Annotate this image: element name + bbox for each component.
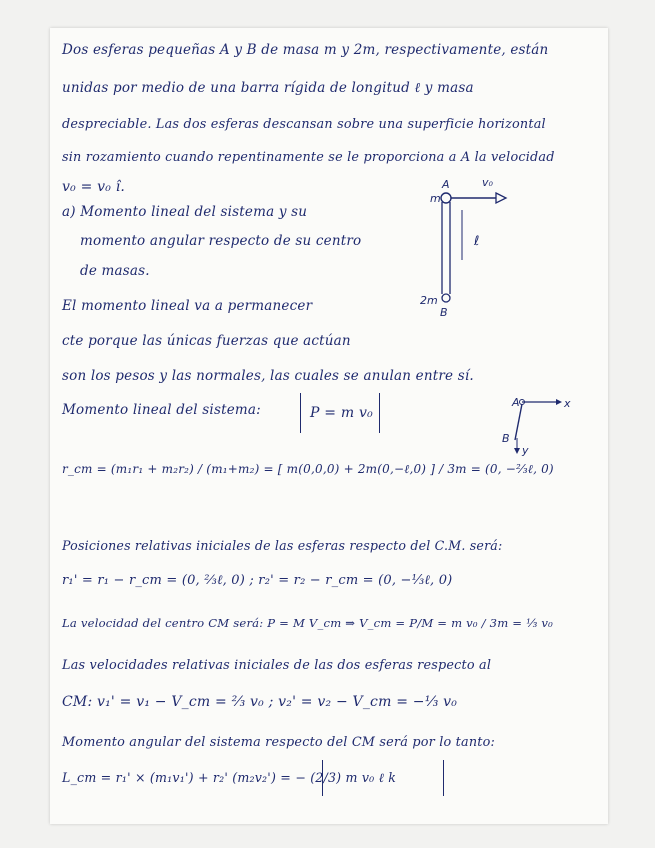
text-line-9: El momento lineal va a permanecer (62, 298, 313, 314)
text-line-21: L_cm = r₁' × (m₁v₁') + r₂' (m₂v₂') = − (2/3) m v₀ ℓ k (62, 770, 397, 785)
text-line-15: Posiciones relativas iniciales de las esferas respecto del C.M. será: (62, 538, 503, 553)
axes-diagram (498, 392, 568, 462)
text-line-4: sin rozamiento cuando repentinamente se le proporciona a A la velocidad (62, 150, 555, 165)
text-line-19: CM: v₁' = v₁ − V_cm = ⅔ v₀ ; v₂' = v₂ − V_cm = −⅓ v₀ (62, 694, 458, 710)
text-line-14: r_cm = (m₁r₁ + m₂r₂) / (m₁+m₂) = [ m(0,0,0) + 2m(0,−ℓ,0) ] / 3m = (0, −⅔ℓ, 0) (62, 462, 554, 476)
y-axis-arrow-icon (514, 448, 520, 454)
text-line-16: r₁' = r₁ − r_cm = (0, ⅔ℓ, 0) ; r₂' = r₂ − r_cm = (0, −⅓ℓ, 0) (62, 573, 453, 588)
fig2-label-b: B (502, 432, 510, 445)
fig2-label-x: x (564, 397, 571, 410)
fig1-label-length: ℓ (474, 234, 480, 249)
text-line-11: son los pesos y las normales, las cuales se anulan entre sí. (62, 368, 474, 384)
velocity-arrowhead-icon (496, 193, 506, 203)
x-axis-arrow-icon (556, 399, 562, 405)
text-line-8: de masas. (80, 263, 150, 279)
text-line-10: cte porque las únicas fuerzas que actúan (62, 333, 351, 349)
fig1-label-2m: 2m (420, 294, 438, 307)
text-line-7: momento angular respecto de su centro (80, 233, 362, 249)
fig1-label-m: m (430, 192, 441, 205)
bar-line (515, 404, 522, 440)
fig1-label-b: B (440, 306, 448, 319)
sphere-b-icon (442, 294, 450, 302)
text-line-2: unidas por medio de una barra rígida de longitud ℓ y masa (62, 80, 474, 96)
text-line-6: a) Momento lineal del sistema y su (62, 204, 308, 220)
text-line-17: La velocidad del centro CM será: P = M V_cm ⇒ V_cm = P/M = m v₀ / 3m = ⅓ v₀ (62, 616, 554, 630)
text-line-18: Las velocidades relativas iniciales de las dos esferas respecto al (62, 658, 492, 673)
text-line-3: despreciable. Las dos esferas descansan sobre una superficie horizontal (62, 117, 546, 132)
sphere-a-icon (441, 193, 451, 203)
fig2-label-a: A (512, 396, 520, 409)
text-line-20: Momento angular del sistema respecto del CM será por lo tanto: (62, 735, 496, 750)
text-line-5: v₀ = v₀ î. (62, 179, 126, 195)
text-line-1: Dos esferas pequeñas A y B de masa m y 2m, respectivamente, están (62, 42, 549, 58)
text-line-12: Momento lineal del sistema: (62, 402, 261, 418)
fig1-label-v0: v₀ (482, 176, 493, 189)
text-line-13: P = m v₀ (310, 405, 373, 421)
fig2-label-y: y (522, 444, 529, 457)
fig1-label-a: A (442, 178, 450, 191)
